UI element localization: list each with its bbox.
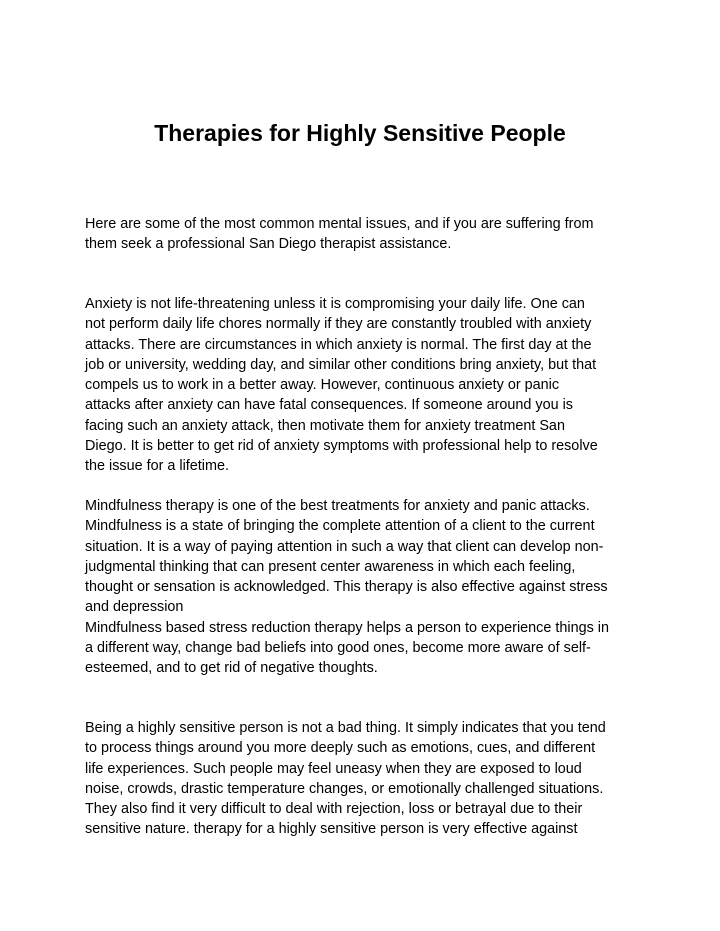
text-line: situation. It is a way of paying attention in such a way that client can develop non-	[85, 538, 604, 555]
text-line: compels us to work in a better away. However, continuous anxiety or panic	[85, 377, 560, 394]
text-line: Here are some of the most common mental issues, and if you are suffering from	[85, 216, 594, 232]
text-line: judgmental thinking that can present center awareness in which each feeling,	[85, 558, 576, 575]
text-line: and depression	[85, 599, 184, 616]
text-line: esteemed, and to get rid of negative thoughts.	[85, 660, 378, 677]
text-line: Being a highly sensitive person is not a bad thing. It simply indicates that you tend	[85, 720, 606, 736]
text-line: Mindfulness based stress reduction therapy helps a person to experience things in	[85, 619, 609, 636]
text-line: to process things around you more deeply such as emotions, cues, and different	[85, 740, 596, 757]
text-line: They also find it very difficult to deal with rejection, loss or betrayal due to their	[85, 801, 583, 818]
text-line: life experiences. Such people may feel uneasy when they are exposed to loud	[85, 760, 582, 777]
text-line: Diego. It is better to get rid of anxiety symptoms with professional help to resolve	[85, 438, 598, 455]
text-line: sensitive nature. therapy for a highly sensitive person is very effective against	[85, 821, 578, 838]
text-line: Mindfulness therapy is one of the best treatments for anxiety and panic attacks.	[85, 498, 590, 514]
text-line: attacks. There are circumstances in which anxiety is normal. The first day at the	[85, 336, 592, 353]
text-line: attacks after anxiety can have fatal consequences. If someone around you is	[85, 397, 573, 414]
text-line: a different way, change bad beliefs into good ones, become more aware of self-	[85, 640, 591, 657]
text-line: Mindfulness is a state of bringing the complete attention of a client to the current	[85, 518, 595, 535]
text-line: facing such an anxiety attack, then motivate them for anxiety treatment San	[85, 417, 565, 434]
text-line: the issue for a lifetime.	[85, 458, 229, 475]
paragraph-intro	[85, 214, 645, 255]
text-line: job or university, wedding day, and similar other conditions bring anxiety, but that	[85, 356, 597, 373]
text-line: not perform daily life chores normally if they are constantly troubled with anxiety	[85, 316, 592, 333]
text-line: Anxiety is not life-threatening unless it is compromising your daily life. One can	[85, 296, 585, 312]
paragraph-mindfulness	[85, 496, 645, 679]
page-title: Therapies for Highly Sensitive People	[154, 120, 566, 146]
paragraph-highly-sensitive	[85, 718, 645, 840]
text-line: them seek a professional San Diego therapist assistance.	[85, 236, 452, 253]
text-line: noise, crowds, drastic temperature changes, or emotionally challenged situations.	[85, 780, 604, 797]
paragraph-anxiety	[85, 294, 645, 477]
text-line: thought or sensation is acknowledged. This therapy is also effective against stress	[85, 579, 608, 596]
